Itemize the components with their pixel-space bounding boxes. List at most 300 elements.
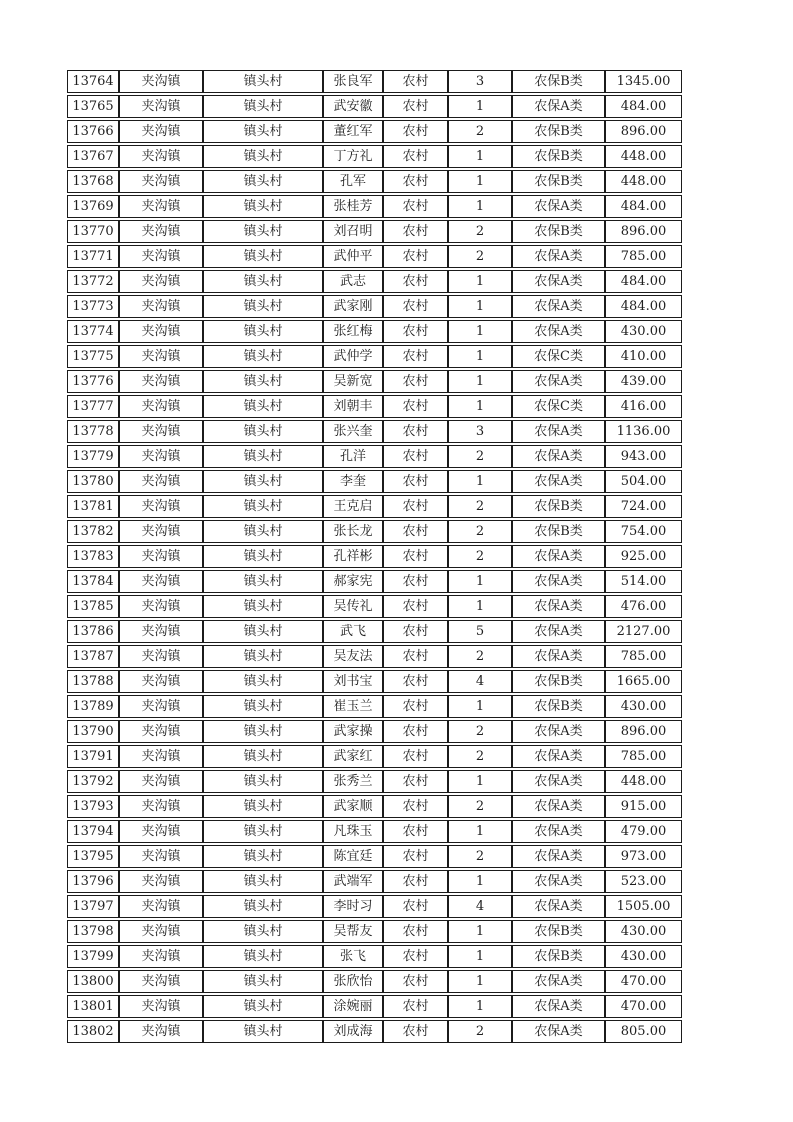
cell-person-count: 1 bbox=[448, 345, 512, 368]
cell-household-category: 农村 bbox=[383, 920, 448, 943]
cell-amount: 1136.00 bbox=[605, 420, 682, 443]
table-row bbox=[67, 945, 682, 968]
cell-village: 镇头村 bbox=[203, 95, 323, 118]
cell-amount: 785.00 bbox=[605, 645, 682, 668]
cell-amount: 470.00 bbox=[605, 995, 682, 1018]
cell-person-count: 1 bbox=[448, 945, 512, 968]
cell-town: 夹沟镇 bbox=[119, 645, 203, 668]
cell-amount: 1665.00 bbox=[605, 670, 682, 693]
table-body bbox=[67, 70, 682, 1043]
cell-insurance-type: 农保C类 bbox=[512, 395, 605, 418]
cell-record-id: 13774 bbox=[67, 320, 119, 343]
cell-insurance-type: 农保B类 bbox=[512, 495, 605, 518]
table-row bbox=[67, 870, 682, 893]
cell-record-id: 13766 bbox=[67, 120, 119, 143]
cell-record-id: 13772 bbox=[67, 270, 119, 293]
cell-village: 镇头村 bbox=[203, 770, 323, 793]
cell-household-category: 农村 bbox=[383, 695, 448, 718]
cell-person-name: 郝家宪 bbox=[323, 570, 383, 593]
cell-person-count: 2 bbox=[448, 1020, 512, 1043]
cell-insurance-type: 农保A类 bbox=[512, 970, 605, 993]
cell-record-id: 13769 bbox=[67, 195, 119, 218]
cell-town: 夹沟镇 bbox=[119, 195, 203, 218]
cell-town: 夹沟镇 bbox=[119, 270, 203, 293]
cell-town: 夹沟镇 bbox=[119, 820, 203, 843]
cell-person-name: 武家顺 bbox=[323, 795, 383, 818]
cell-household-category: 农村 bbox=[383, 320, 448, 343]
cell-record-id: 13765 bbox=[67, 95, 119, 118]
cell-person-name: 孔祥彬 bbox=[323, 545, 383, 568]
cell-amount: 430.00 bbox=[605, 920, 682, 943]
cell-village: 镇头村 bbox=[203, 395, 323, 418]
cell-insurance-type: 农保A类 bbox=[512, 820, 605, 843]
cell-village: 镇头村 bbox=[203, 320, 323, 343]
cell-household-category: 农村 bbox=[383, 245, 448, 268]
cell-town: 夹沟镇 bbox=[119, 670, 203, 693]
cell-insurance-type: 农保A类 bbox=[512, 745, 605, 768]
cell-town: 夹沟镇 bbox=[119, 470, 203, 493]
cell-record-id: 13789 bbox=[67, 695, 119, 718]
cell-household-category: 农村 bbox=[383, 870, 448, 893]
cell-household-category: 农村 bbox=[383, 70, 448, 93]
cell-insurance-type: 农保B类 bbox=[512, 920, 605, 943]
cell-person-count: 2 bbox=[448, 845, 512, 868]
cell-person-count: 1 bbox=[448, 295, 512, 318]
cell-town: 夹沟镇 bbox=[119, 495, 203, 518]
cell-village: 镇头村 bbox=[203, 295, 323, 318]
cell-amount: 785.00 bbox=[605, 245, 682, 268]
cell-household-category: 农村 bbox=[383, 970, 448, 993]
cell-insurance-type: 农保B类 bbox=[512, 145, 605, 168]
table-row bbox=[67, 720, 682, 743]
cell-insurance-type: 农保B类 bbox=[512, 945, 605, 968]
cell-person-name: 张桂芳 bbox=[323, 195, 383, 218]
table-row bbox=[67, 220, 682, 243]
cell-person-name: 吴帮友 bbox=[323, 920, 383, 943]
table-row bbox=[67, 970, 682, 993]
cell-town: 夹沟镇 bbox=[119, 795, 203, 818]
cell-insurance-type: 农保B类 bbox=[512, 170, 605, 193]
cell-household-category: 农村 bbox=[383, 1020, 448, 1043]
cell-record-id: 13780 bbox=[67, 470, 119, 493]
cell-person-count: 1 bbox=[448, 320, 512, 343]
cell-person-name: 张欣怡 bbox=[323, 970, 383, 993]
cell-person-count: 1 bbox=[448, 870, 512, 893]
cell-village: 镇头村 bbox=[203, 970, 323, 993]
cell-household-category: 农村 bbox=[383, 595, 448, 618]
cell-person-count: 4 bbox=[448, 895, 512, 918]
cell-village: 镇头村 bbox=[203, 595, 323, 618]
cell-insurance-type: 农保B类 bbox=[512, 520, 605, 543]
table-row bbox=[67, 420, 682, 443]
table-row bbox=[67, 895, 682, 918]
cell-person-name: 李时习 bbox=[323, 895, 383, 918]
cell-person-count: 1 bbox=[448, 770, 512, 793]
cell-record-id: 13781 bbox=[67, 495, 119, 518]
cell-person-name: 李奎 bbox=[323, 470, 383, 493]
cell-amount: 1345.00 bbox=[605, 70, 682, 93]
cell-town: 夹沟镇 bbox=[119, 870, 203, 893]
cell-insurance-type: 农保A类 bbox=[512, 595, 605, 618]
cell-record-id: 13791 bbox=[67, 745, 119, 768]
table-row bbox=[67, 320, 682, 343]
cell-village: 镇头村 bbox=[203, 245, 323, 268]
cell-person-name: 张飞 bbox=[323, 945, 383, 968]
cell-person-count: 1 bbox=[448, 820, 512, 843]
cell-amount: 504.00 bbox=[605, 470, 682, 493]
cell-record-id: 13796 bbox=[67, 870, 119, 893]
table-row bbox=[67, 845, 682, 868]
cell-town: 夹沟镇 bbox=[119, 845, 203, 868]
cell-record-id: 13785 bbox=[67, 595, 119, 618]
table-row bbox=[67, 470, 682, 493]
cell-village: 镇头村 bbox=[203, 495, 323, 518]
cell-town: 夹沟镇 bbox=[119, 920, 203, 943]
cell-village: 镇头村 bbox=[203, 1020, 323, 1043]
cell-insurance-type: 农保A类 bbox=[512, 195, 605, 218]
cell-amount: 416.00 bbox=[605, 395, 682, 418]
cell-person-count: 2 bbox=[448, 120, 512, 143]
cell-insurance-type: 农保A类 bbox=[512, 470, 605, 493]
cell-village: 镇头村 bbox=[203, 120, 323, 143]
cell-person-count: 5 bbox=[448, 620, 512, 643]
insurance-roster-table bbox=[67, 68, 682, 1045]
cell-household-category: 农村 bbox=[383, 995, 448, 1018]
cell-record-id: 13792 bbox=[67, 770, 119, 793]
cell-town: 夹沟镇 bbox=[119, 95, 203, 118]
table-row bbox=[67, 270, 682, 293]
table-row bbox=[67, 670, 682, 693]
cell-household-category: 农村 bbox=[383, 145, 448, 168]
cell-household-category: 农村 bbox=[383, 645, 448, 668]
cell-person-count: 4 bbox=[448, 670, 512, 693]
cell-person-name: 武仲学 bbox=[323, 345, 383, 368]
table-row bbox=[67, 370, 682, 393]
table-row bbox=[67, 695, 682, 718]
cell-person-count: 1 bbox=[448, 145, 512, 168]
cell-person-count: 1 bbox=[448, 995, 512, 1018]
cell-village: 镇头村 bbox=[203, 170, 323, 193]
cell-record-id: 13764 bbox=[67, 70, 119, 93]
cell-person-name: 孔军 bbox=[323, 170, 383, 193]
cell-person-count: 2 bbox=[448, 445, 512, 468]
cell-town: 夹沟镇 bbox=[119, 695, 203, 718]
cell-town: 夹沟镇 bbox=[119, 220, 203, 243]
cell-record-id: 13794 bbox=[67, 820, 119, 843]
cell-insurance-type: 农保A类 bbox=[512, 620, 605, 643]
cell-amount: 448.00 bbox=[605, 770, 682, 793]
cell-household-category: 农村 bbox=[383, 670, 448, 693]
cell-person-count: 1 bbox=[448, 970, 512, 993]
cell-person-count: 3 bbox=[448, 420, 512, 443]
cell-town: 夹沟镇 bbox=[119, 720, 203, 743]
cell-town: 夹沟镇 bbox=[119, 970, 203, 993]
table-row bbox=[67, 395, 682, 418]
cell-town: 夹沟镇 bbox=[119, 545, 203, 568]
cell-insurance-type: 农保A类 bbox=[512, 270, 605, 293]
cell-record-id: 13801 bbox=[67, 995, 119, 1018]
cell-household-category: 农村 bbox=[383, 495, 448, 518]
cell-insurance-type: 农保A类 bbox=[512, 545, 605, 568]
cell-person-count: 2 bbox=[448, 245, 512, 268]
cell-insurance-type: 农保A类 bbox=[512, 645, 605, 668]
cell-amount: 439.00 bbox=[605, 370, 682, 393]
cell-village: 镇头村 bbox=[203, 520, 323, 543]
cell-insurance-type: 农保A类 bbox=[512, 445, 605, 468]
cell-household-category: 农村 bbox=[383, 95, 448, 118]
cell-village: 镇头村 bbox=[203, 845, 323, 868]
cell-person-count: 1 bbox=[448, 95, 512, 118]
cell-record-id: 13770 bbox=[67, 220, 119, 243]
cell-amount: 430.00 bbox=[605, 695, 682, 718]
cell-village: 镇头村 bbox=[203, 195, 323, 218]
cell-record-id: 13795 bbox=[67, 845, 119, 868]
cell-town: 夹沟镇 bbox=[119, 420, 203, 443]
cell-household-category: 农村 bbox=[383, 845, 448, 868]
cell-village: 镇头村 bbox=[203, 795, 323, 818]
cell-amount: 943.00 bbox=[605, 445, 682, 468]
cell-person-count: 2 bbox=[448, 795, 512, 818]
cell-record-id: 13779 bbox=[67, 445, 119, 468]
cell-person-count: 1 bbox=[448, 195, 512, 218]
table-row bbox=[67, 570, 682, 593]
cell-household-category: 农村 bbox=[383, 345, 448, 368]
table-row bbox=[67, 620, 682, 643]
cell-town: 夹沟镇 bbox=[119, 595, 203, 618]
cell-village: 镇头村 bbox=[203, 995, 323, 1018]
table-row bbox=[67, 770, 682, 793]
cell-village: 镇头村 bbox=[203, 645, 323, 668]
cell-insurance-type: 农保A类 bbox=[512, 420, 605, 443]
cell-household-category: 农村 bbox=[383, 295, 448, 318]
cell-town: 夹沟镇 bbox=[119, 145, 203, 168]
cell-village: 镇头村 bbox=[203, 720, 323, 743]
cell-amount: 476.00 bbox=[605, 595, 682, 618]
cell-village: 镇头村 bbox=[203, 545, 323, 568]
cell-insurance-type: 农保A类 bbox=[512, 570, 605, 593]
cell-record-id: 13778 bbox=[67, 420, 119, 443]
cell-record-id: 13783 bbox=[67, 545, 119, 568]
cell-town: 夹沟镇 bbox=[119, 445, 203, 468]
cell-person-name: 吴传礼 bbox=[323, 595, 383, 618]
cell-person-name: 王克启 bbox=[323, 495, 383, 518]
cell-amount: 430.00 bbox=[605, 320, 682, 343]
cell-village: 镇头村 bbox=[203, 920, 323, 943]
table-row bbox=[67, 595, 682, 618]
cell-village: 镇头村 bbox=[203, 470, 323, 493]
cell-village: 镇头村 bbox=[203, 745, 323, 768]
cell-record-id: 13793 bbox=[67, 795, 119, 818]
cell-insurance-type: 农保B类 bbox=[512, 670, 605, 693]
table-row bbox=[67, 995, 682, 1018]
cell-amount: 484.00 bbox=[605, 195, 682, 218]
cell-insurance-type: 农保A类 bbox=[512, 720, 605, 743]
table-row bbox=[67, 1020, 682, 1043]
cell-person-count: 1 bbox=[448, 470, 512, 493]
cell-insurance-type: 农保A类 bbox=[512, 870, 605, 893]
cell-record-id: 13773 bbox=[67, 295, 119, 318]
cell-person-name: 张长龙 bbox=[323, 520, 383, 543]
table-row bbox=[67, 170, 682, 193]
cell-village: 镇头村 bbox=[203, 670, 323, 693]
cell-record-id: 13784 bbox=[67, 570, 119, 593]
cell-village: 镇头村 bbox=[203, 270, 323, 293]
cell-amount: 805.00 bbox=[605, 1020, 682, 1043]
cell-person-name: 武家红 bbox=[323, 745, 383, 768]
cell-person-name: 刘召明 bbox=[323, 220, 383, 243]
cell-insurance-type: 农保A类 bbox=[512, 1020, 605, 1043]
table-row bbox=[67, 345, 682, 368]
cell-person-count: 2 bbox=[448, 645, 512, 668]
cell-village: 镇头村 bbox=[203, 895, 323, 918]
cell-record-id: 13775 bbox=[67, 345, 119, 368]
cell-amount: 896.00 bbox=[605, 220, 682, 243]
cell-person-name: 吴友法 bbox=[323, 645, 383, 668]
cell-household-category: 农村 bbox=[383, 745, 448, 768]
cell-household-category: 农村 bbox=[383, 445, 448, 468]
cell-record-id: 13788 bbox=[67, 670, 119, 693]
cell-household-category: 农村 bbox=[383, 795, 448, 818]
cell-person-count: 1 bbox=[448, 920, 512, 943]
table-row bbox=[67, 920, 682, 943]
cell-insurance-type: 农保B类 bbox=[512, 695, 605, 718]
cell-person-name: 张秀兰 bbox=[323, 770, 383, 793]
cell-village: 镇头村 bbox=[203, 695, 323, 718]
cell-town: 夹沟镇 bbox=[119, 770, 203, 793]
cell-person-name: 张红梅 bbox=[323, 320, 383, 343]
cell-amount: 785.00 bbox=[605, 745, 682, 768]
cell-household-category: 农村 bbox=[383, 620, 448, 643]
cell-amount: 514.00 bbox=[605, 570, 682, 593]
table-row bbox=[67, 795, 682, 818]
cell-person-name: 陈宜廷 bbox=[323, 845, 383, 868]
cell-record-id: 13799 bbox=[67, 945, 119, 968]
cell-person-count: 1 bbox=[448, 170, 512, 193]
cell-person-name: 武安徽 bbox=[323, 95, 383, 118]
cell-person-count: 1 bbox=[448, 695, 512, 718]
cell-person-count: 1 bbox=[448, 270, 512, 293]
cell-person-count: 2 bbox=[448, 545, 512, 568]
cell-village: 镇头村 bbox=[203, 220, 323, 243]
cell-person-count: 2 bbox=[448, 520, 512, 543]
cell-amount: 484.00 bbox=[605, 270, 682, 293]
cell-insurance-type: 农保A类 bbox=[512, 370, 605, 393]
cell-village: 镇头村 bbox=[203, 945, 323, 968]
cell-insurance-type: 农保A类 bbox=[512, 245, 605, 268]
cell-town: 夹沟镇 bbox=[119, 520, 203, 543]
cell-person-name: 凡珠玉 bbox=[323, 820, 383, 843]
cell-village: 镇头村 bbox=[203, 870, 323, 893]
cell-insurance-type: 农保A类 bbox=[512, 295, 605, 318]
cell-amount: 754.00 bbox=[605, 520, 682, 543]
table-row bbox=[67, 70, 682, 93]
cell-person-count: 1 bbox=[448, 370, 512, 393]
cell-amount: 430.00 bbox=[605, 945, 682, 968]
cell-household-category: 农村 bbox=[383, 470, 448, 493]
cell-village: 镇头村 bbox=[203, 570, 323, 593]
cell-town: 夹沟镇 bbox=[119, 170, 203, 193]
cell-person-name: 涂婉丽 bbox=[323, 995, 383, 1018]
cell-record-id: 13768 bbox=[67, 170, 119, 193]
table-row bbox=[67, 820, 682, 843]
cell-person-name: 刘书宝 bbox=[323, 670, 383, 693]
cell-insurance-type: 农保A类 bbox=[512, 895, 605, 918]
cell-person-count: 2 bbox=[448, 495, 512, 518]
cell-record-id: 13787 bbox=[67, 645, 119, 668]
cell-amount: 484.00 bbox=[605, 295, 682, 318]
cell-household-category: 农村 bbox=[383, 720, 448, 743]
cell-person-name: 丁方礼 bbox=[323, 145, 383, 168]
cell-town: 夹沟镇 bbox=[119, 345, 203, 368]
cell-person-name: 武家操 bbox=[323, 720, 383, 743]
cell-village: 镇头村 bbox=[203, 70, 323, 93]
table-row bbox=[67, 95, 682, 118]
cell-insurance-type: 农保B类 bbox=[512, 220, 605, 243]
cell-household-category: 农村 bbox=[383, 770, 448, 793]
cell-amount: 915.00 bbox=[605, 795, 682, 818]
table-row bbox=[67, 295, 682, 318]
cell-village: 镇头村 bbox=[203, 420, 323, 443]
cell-amount: 484.00 bbox=[605, 95, 682, 118]
cell-insurance-type: 农保B类 bbox=[512, 120, 605, 143]
cell-person-name: 孔洋 bbox=[323, 445, 383, 468]
cell-amount: 448.00 bbox=[605, 145, 682, 168]
table-row bbox=[67, 145, 682, 168]
cell-record-id: 13797 bbox=[67, 895, 119, 918]
cell-person-name: 董红军 bbox=[323, 120, 383, 143]
cell-village: 镇头村 bbox=[203, 145, 323, 168]
cell-household-category: 农村 bbox=[383, 945, 448, 968]
table-row bbox=[67, 245, 682, 268]
cell-town: 夹沟镇 bbox=[119, 620, 203, 643]
cell-town: 夹沟镇 bbox=[119, 995, 203, 1018]
cell-household-category: 农村 bbox=[383, 370, 448, 393]
cell-household-category: 农村 bbox=[383, 895, 448, 918]
table-row bbox=[67, 445, 682, 468]
cell-person-count: 2 bbox=[448, 745, 512, 768]
cell-record-id: 13782 bbox=[67, 520, 119, 543]
cell-town: 夹沟镇 bbox=[119, 395, 203, 418]
cell-village: 镇头村 bbox=[203, 345, 323, 368]
cell-town: 夹沟镇 bbox=[119, 945, 203, 968]
cell-village: 镇头村 bbox=[203, 445, 323, 468]
cell-person-name: 刘成海 bbox=[323, 1020, 383, 1043]
cell-person-name: 武家刚 bbox=[323, 295, 383, 318]
cell-person-name: 崔玉兰 bbox=[323, 695, 383, 718]
cell-record-id: 13798 bbox=[67, 920, 119, 943]
cell-household-category: 农村 bbox=[383, 820, 448, 843]
table-row bbox=[67, 745, 682, 768]
cell-person-count: 1 bbox=[448, 395, 512, 418]
cell-town: 夹沟镇 bbox=[119, 895, 203, 918]
cell-person-count: 1 bbox=[448, 570, 512, 593]
cell-insurance-type: 农保A类 bbox=[512, 995, 605, 1018]
cell-household-category: 农村 bbox=[383, 195, 448, 218]
cell-record-id: 13790 bbox=[67, 720, 119, 743]
cell-household-category: 农村 bbox=[383, 520, 448, 543]
cell-insurance-type: 农保A类 bbox=[512, 795, 605, 818]
cell-household-category: 农村 bbox=[383, 120, 448, 143]
cell-amount: 724.00 bbox=[605, 495, 682, 518]
cell-household-category: 农村 bbox=[383, 170, 448, 193]
cell-person-count: 2 bbox=[448, 720, 512, 743]
cell-amount: 448.00 bbox=[605, 170, 682, 193]
cell-amount: 896.00 bbox=[605, 720, 682, 743]
table-row bbox=[67, 495, 682, 518]
cell-insurance-type: 农保C类 bbox=[512, 345, 605, 368]
cell-village: 镇头村 bbox=[203, 370, 323, 393]
cell-village: 镇头村 bbox=[203, 620, 323, 643]
